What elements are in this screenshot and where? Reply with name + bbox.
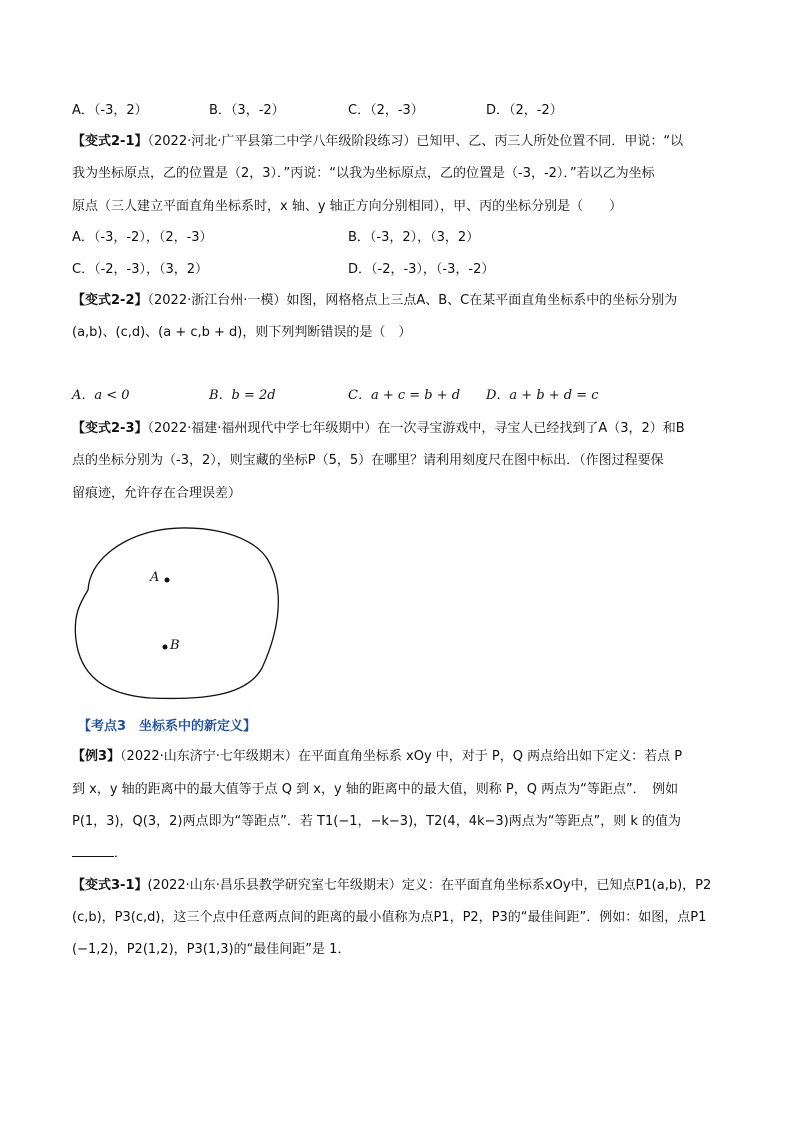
v31-text1: (2022·山东·昌乐县教学研究室七年级期末）定义：在平面直角坐标系xOy中，已知点P1(a,b)，P2 [147,878,712,893]
v22-line1 [72,291,677,311]
option-a: A．（-3，2） [72,103,148,118]
v31-line1 [72,876,711,896]
v21-line3: 原点（三人建立平面直角坐标系时，x 轴、y 轴正方向分别相同），甲、丙的坐标分别是（ ） [72,199,623,214]
v21-option-c: C．（-2，-3），（3，2） [72,262,209,277]
ex3-line2: 到 x，y 轴的距离中的最大值等于点 Q 到 x，y 轴的距离中的最大值，则称 P，Q 两点为“等距点”． 例如 [72,782,679,797]
v22-option-a: A．a < 0 [72,388,130,403]
v23-tag: 【变式2-3】 [72,421,148,436]
v31-line3: (−1,2)，P2(1,2)，P3(1,3)的“最佳间距”是 1． [72,942,351,957]
point-a-label: A [150,570,160,585]
ex3-line4 [72,844,127,864]
ex3-text1: （2022·山东济宁·七年级期末）在平面直角坐标系 xOy 中，对于 P，Q 两点给出如下定义：若点 P [120,749,683,764]
map-boundary [75,528,278,699]
v23-text1: （2022·福建·福州现代中学七年级期中）在一次寻宝游戏中，寻宝人已经找到了A（3，2）和B [147,421,685,436]
v22-option-d: D．a + b + d = c [486,388,599,403]
v22-text1: （2022·浙江台州·一模）如图，网格格点上三点A、B、C在某平面直角坐标系中的坐标分别为 [147,293,678,308]
v23-line2: 点的坐标分别为（-3，2），则宝藏的坐标P（5，5）在哪里？请利用刻度尺在图中标出．（作图过程要保 [72,453,664,468]
option-d: D．（2，-2） [486,103,563,118]
v22-line2: (a,b)、(c,d)、(a + c,b + d)，则下列判断错误的是（ ） [72,325,412,340]
v21-line2: 我为坐标原点，乙的位置是（2，3）．”丙说：“以我为坐标原点，乙的位置是（-3，-2）．”若以乙为坐标 [72,166,655,181]
v23-line1 [72,419,685,439]
ex3-tag: 【例3】 [72,749,121,764]
v21-text1: （2022·河北·广平县第二中学八年级阶段练习）已知甲、乙、丙三人所处位置不同．甲说：“以 [147,134,684,149]
point-b-label: B [170,638,180,653]
v21-option-b: B．（-3，2），（3，2） [348,230,480,245]
v22-option-c: C．a + c = b + d [348,388,461,403]
point-a-dot [165,578,170,583]
point-b-dot [163,645,168,650]
v22-option-b: B．b = 2d [209,388,276,403]
v21-option-a: A．（-3，-2），（2，-3） [72,230,213,245]
v31-line2: (c,b)，P3(c,d)，这三个点中任意两点间的距离的最小值称为点P1，P2，P3的“最佳间距”．例如：如图，点P1 [72,910,707,925]
ex3-line4-end: ． [114,846,128,861]
section-title: 【考点3 坐标系中的新定义】 [78,719,257,734]
v23-line3: 留痕迹，允许存在合理误差） [72,486,242,501]
v22-tag: 【变式2-2】 [72,293,148,308]
v21-option-d: D．（-2，-3），（-3，-2） [348,262,495,277]
ex3-line3: P(1，3)，Q(3，2)两点即为“等距点”．若 T1(−1，−k−3)，T2(4，4k−3)两点为“等距点”，则 k 的值为 [72,814,682,829]
v31-tag: 【变式3-1】 [72,878,148,893]
answer-blank [72,844,114,857]
option-c: C．（2，-3） [348,103,424,118]
option-b: B．（3，-2） [209,103,285,118]
ex3-line1 [72,747,682,767]
v21-line1 [72,132,683,152]
v21-tag: 【变式2-1】 [72,134,148,149]
